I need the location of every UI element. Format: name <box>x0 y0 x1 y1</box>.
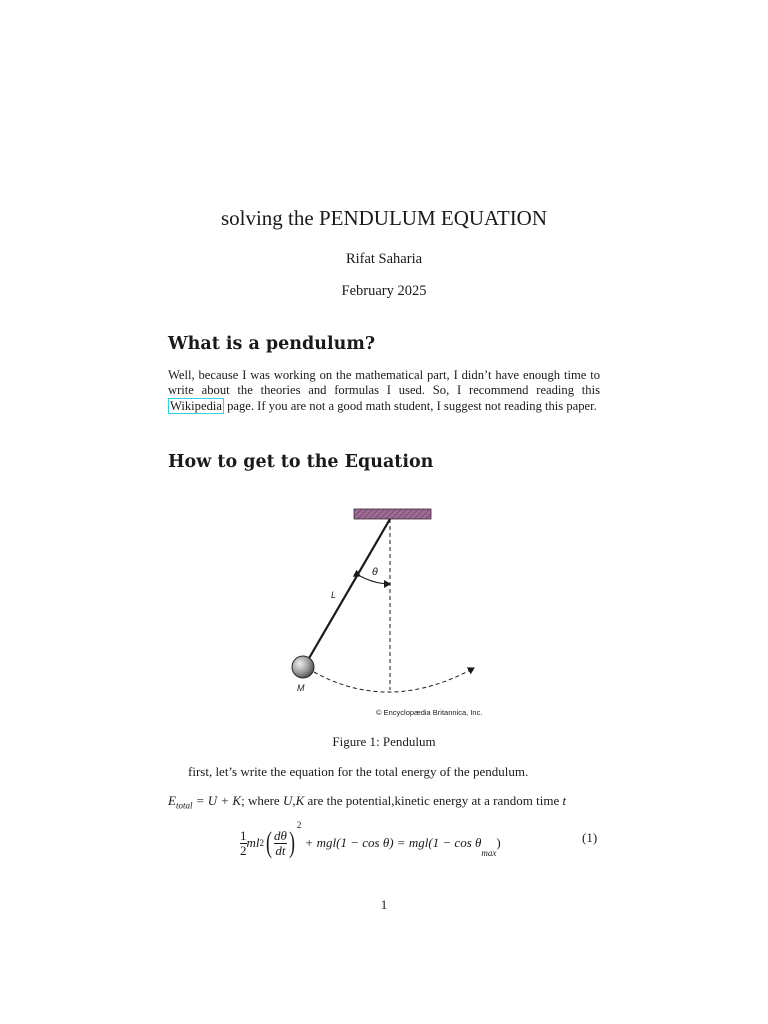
paper-author: Rifat Saharia <box>345 251 423 267</box>
pendulum-bob <box>292 656 314 678</box>
energy-uk: U,K <box>282 793 305 808</box>
intro-paragraph <box>168 368 600 414</box>
derivative-numerator: dθ <box>274 827 287 843</box>
eq-middle: + mgl(1 − cos θ) = mgl(1 − cos θ <box>301 835 482 850</box>
eq-outer-square: 2 <box>296 820 302 830</box>
energy-intro-paragraph: first, let’s write the equation for the total energy of the pendulum. <box>188 764 529 779</box>
figure-caption: Figure 1: Pendulum <box>332 734 436 749</box>
energy-rhs: = U + K <box>192 793 242 808</box>
pendulum-rod <box>308 519 390 660</box>
page-number: 1 <box>380 897 388 912</box>
section-heading-pendulum: What is a pendulum? <box>168 334 376 354</box>
half-denominator: 2 <box>240 842 247 858</box>
energy-where: ; where <box>241 793 283 808</box>
length-label: L <box>331 590 337 600</box>
eq-ml: ml <box>246 835 260 850</box>
eq-max-subscript: max <box>481 848 497 858</box>
energy-subscript: total <box>175 800 193 811</box>
eq-left-paren: ( <box>266 826 272 859</box>
derivative-fraction <box>274 829 287 858</box>
equation-number: (1) <box>582 830 598 845</box>
mass-label: M <box>297 683 305 693</box>
section-heading-equation: How to get to the Equation <box>168 452 434 472</box>
energy-symbol: E <box>168 793 176 808</box>
energy-description: are the potential,kinetic energy at a random time <box>304 793 563 808</box>
figure-credit: © Encyclopædia Britannica, Inc. <box>376 708 483 717</box>
derivative-denominator: dt <box>275 842 286 858</box>
theta-label: θ <box>372 567 379 578</box>
swing-path-arc <box>314 668 474 692</box>
intro-text-before: Well, because I was working on the mathematical part, I didn’t have enough time to write about the theories and formulas I used. So, I recommend reading this <box>168 368 600 398</box>
pendulum-energy-equation <box>240 818 501 868</box>
paper-title: solving the PENDULUM EQUATION <box>220 206 548 230</box>
paper-date: February 2025 <box>341 283 427 299</box>
pendulum-figure <box>280 500 500 725</box>
eq-l-squared: 2 <box>259 838 264 848</box>
wikipedia-link[interactable]: Wikipedia <box>170 398 222 413</box>
ceiling-support <box>354 509 431 519</box>
intro-text-after: page. If you are not a good math student, I suggest not reading this paper. <box>223 398 597 413</box>
energy-definition-line <box>168 793 566 811</box>
eq-close: ) <box>496 835 501 850</box>
eq-right-paren: ) <box>288 826 295 859</box>
energy-time-var: t <box>562 793 567 808</box>
half-numerator: 1 <box>240 827 247 843</box>
